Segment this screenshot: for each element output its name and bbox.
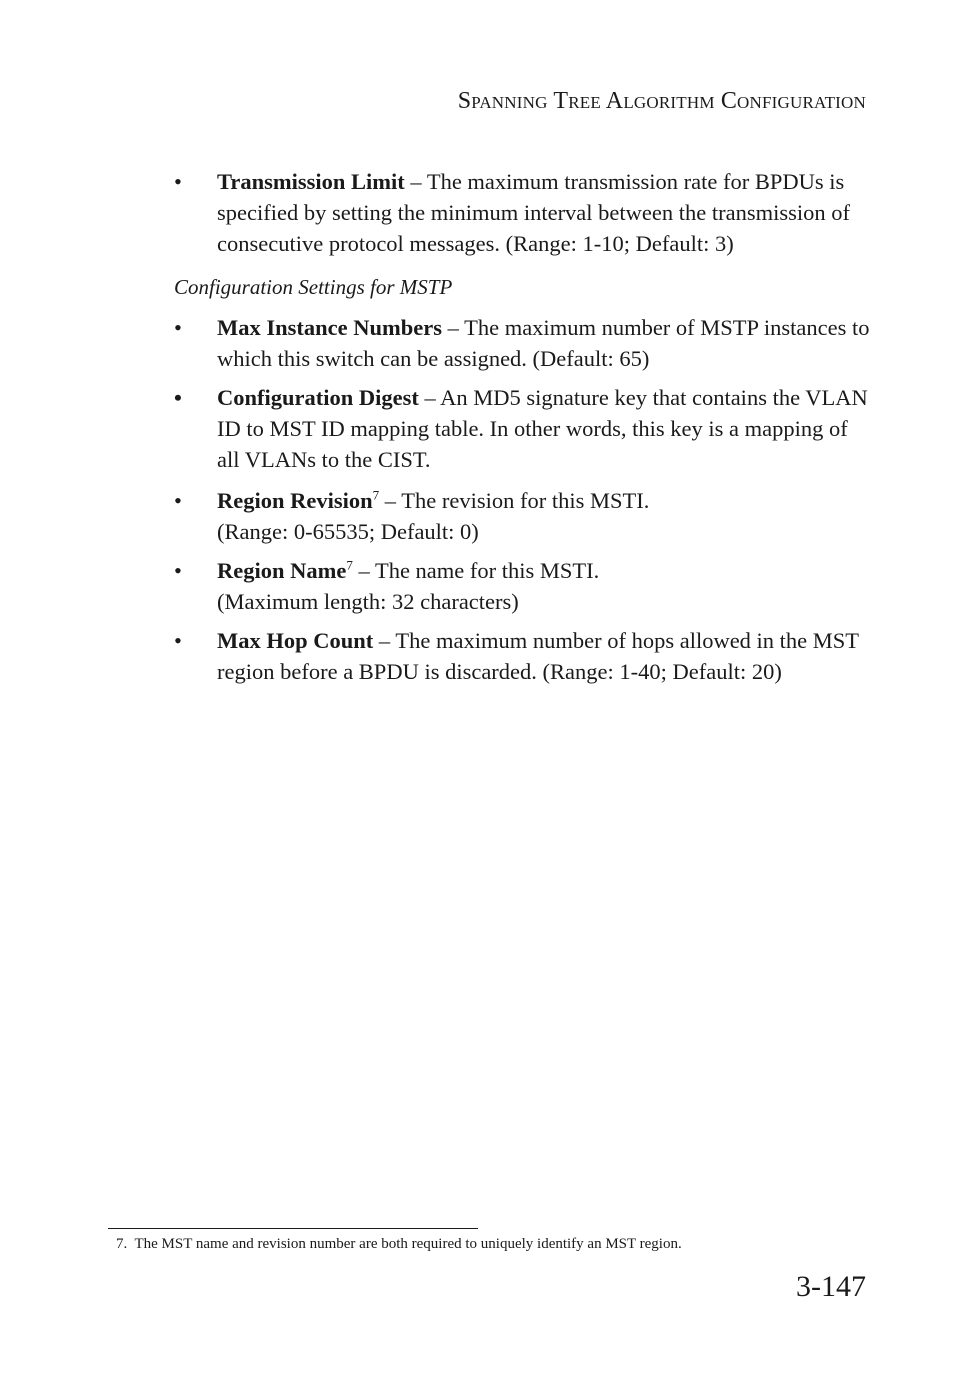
description: – The maximum number of MSTP instances to which this switch can be assigned. (Default: 65) [217, 315, 870, 371]
bullet: • [174, 488, 182, 513]
footnote-ref: 7 [372, 487, 380, 503]
description: – The name for this MSTI. [352, 558, 600, 583]
list-item-region-revision [174, 485, 874, 547]
list-item-max-hop-count [174, 625, 874, 687]
footnote-divider [108, 1228, 478, 1229]
term: Region Name [217, 558, 347, 583]
bullet: • [174, 385, 182, 410]
description: – The revision for this MSTI. [379, 488, 650, 513]
footnote-text: The MST name and revision number are both required to uniquely identify an MST region. [134, 1236, 682, 1252]
term: Configuration Digest [217, 385, 419, 410]
bullet: • [174, 169, 182, 194]
description-line2: (Maximum length: 32 characters) [217, 589, 519, 614]
description: – An MD5 signature key that contains the VLAN ID to MST ID mapping table. In other words, this key is a mapping of all VLANs to the CIST. [217, 385, 868, 472]
list-item-configuration-digest [174, 382, 874, 475]
list-item-transmission-limit [174, 166, 874, 259]
main-content [174, 166, 874, 695]
description: – The maximum transmission rate for BPDUs is specified by setting the minimum interval between the transmission of consecutive protocol messages. (Range: 1-10; Default: 3) [217, 169, 850, 256]
section-subheading: Configuration Settings for MSTP [174, 275, 453, 299]
footnote-number: 7. [116, 1236, 128, 1252]
page-number: 3-147 [796, 1270, 866, 1303]
list-item-max-instance-numbers [174, 312, 874, 374]
description-line2: (Range: 0-65535; Default: 0) [217, 519, 479, 544]
list-item-region-name [174, 555, 874, 617]
term: Transmission Limit [217, 169, 405, 194]
running-header: Spanning Tree Algorithm Configuration [457, 88, 866, 114]
footnote-ref: 7 [346, 557, 353, 573]
bullet: • [174, 315, 182, 340]
footnote [116, 1234, 682, 1254]
description: – The maximum number of hops allowed in the MST region before a BPDU is discarded. (Range: 1-40; Default: 20) [217, 628, 859, 684]
term: Max Hop Count [217, 628, 374, 653]
term: Region Revision [217, 488, 373, 513]
bullet: • [174, 628, 182, 653]
term: Max Instance Numbers [217, 315, 442, 340]
bullet: • [174, 558, 182, 583]
